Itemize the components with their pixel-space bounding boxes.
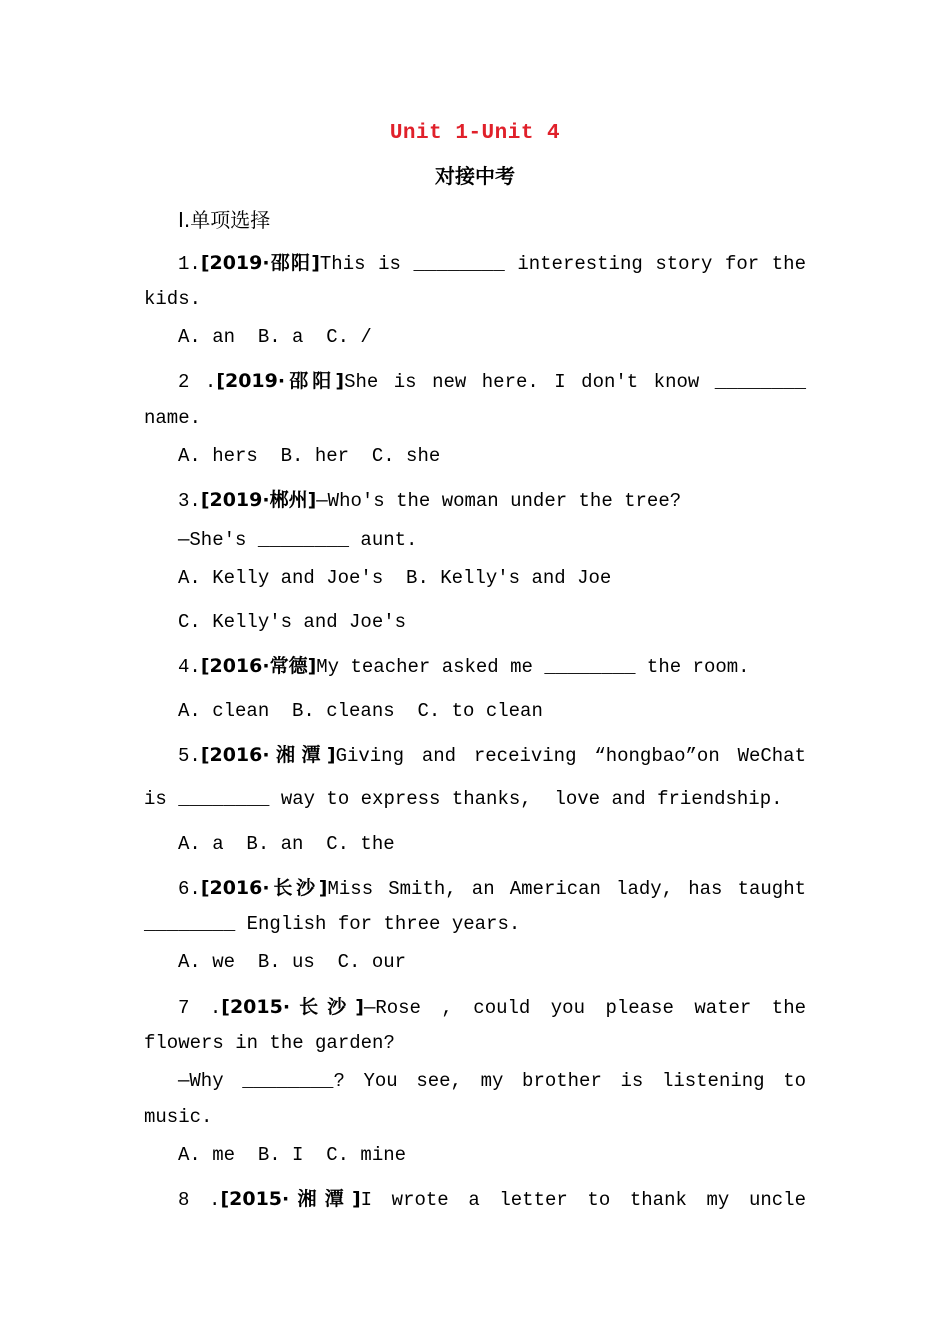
question-text: This is ________ interesting story for the	[319, 253, 806, 275]
question-2-options: A. hers B. her C. she	[178, 445, 441, 467]
page-subtitle: 对接中考	[435, 164, 515, 188]
question-1-options: A. an B. a C. /	[178, 326, 372, 348]
question-number: 7 .	[178, 997, 222, 1019]
question-1-line-1	[178, 251, 806, 276]
question-text: Giving and receiving “hongbao”on WeChat	[335, 745, 806, 767]
question-source: [2015·湘潭]	[220, 1188, 361, 1210]
question-source: [2016·长沙]	[200, 877, 328, 899]
question-number: 2 .	[178, 371, 217, 393]
question-number: 4.	[178, 656, 201, 678]
question-source: [2019·邵阳]	[216, 370, 345, 392]
question-2-line-1	[178, 369, 806, 394]
question-source: [2019·郴州]	[200, 489, 317, 511]
question-text: She is new here. I don't know ________	[344, 371, 806, 393]
question-6-line-1	[178, 876, 806, 901]
question-3-options-2: C. Kelly's and Joe's	[178, 611, 407, 633]
question-source: [2015·长沙]	[221, 996, 364, 1018]
question-6-line-2: ________ English for three years.	[144, 913, 521, 935]
question-7-options: A. me B. I C. mine	[178, 1144, 407, 1166]
question-5-options: A. a B. an C. the	[178, 833, 395, 855]
question-7-line-1	[178, 995, 806, 1020]
question-text: —Who's the woman under the tree?	[316, 490, 682, 512]
question-4-line-1	[178, 654, 750, 679]
question-number: 3.	[178, 490, 201, 512]
question-number: 8 .	[178, 1189, 221, 1211]
question-number: 1.	[178, 253, 201, 275]
section-heading: Ⅰ.单项选择	[178, 208, 271, 232]
question-6-options: A. we B. us C. our	[178, 951, 407, 973]
question-number: 6.	[178, 878, 201, 900]
question-7-line-2: flowers in the garden?	[144, 1032, 395, 1054]
question-1-line-2: kids.	[144, 288, 202, 310]
unit-title: Unit 1-Unit 4	[389, 122, 561, 145]
question-3-options: A. Kelly and Joe's B. Kelly's and Joe	[178, 567, 612, 589]
question-source: [2016·湘潭]	[200, 744, 336, 766]
question-text: I wrote a letter to thank my uncle	[360, 1189, 806, 1211]
question-2-line-2: name.	[144, 407, 202, 429]
question-7-line-3: —Why ________? You see, my brother is listening to	[178, 1070, 806, 1092]
question-3-line-1	[178, 488, 681, 513]
question-3-line-2: —She's ________ aunt.	[178, 529, 418, 551]
question-4-options: A. clean B. cleans C. to clean	[178, 700, 543, 722]
question-7-line-4: music.	[144, 1106, 213, 1128]
question-5-line-1	[178, 743, 806, 768]
question-text: My teacher asked me ________ the room.	[316, 656, 750, 678]
question-5-line-2: is ________ way to express thanks, love and friendship.	[144, 788, 783, 810]
question-text: —Rose , could you please water the	[363, 997, 807, 1019]
question-source: [2019·邵阳]	[200, 252, 320, 274]
question-8-line-1	[178, 1187, 806, 1212]
question-number: 5.	[178, 745, 201, 767]
question-text: Miss Smith, an American lady, has taught	[327, 878, 807, 900]
question-source: [2016·常德]	[200, 655, 317, 677]
